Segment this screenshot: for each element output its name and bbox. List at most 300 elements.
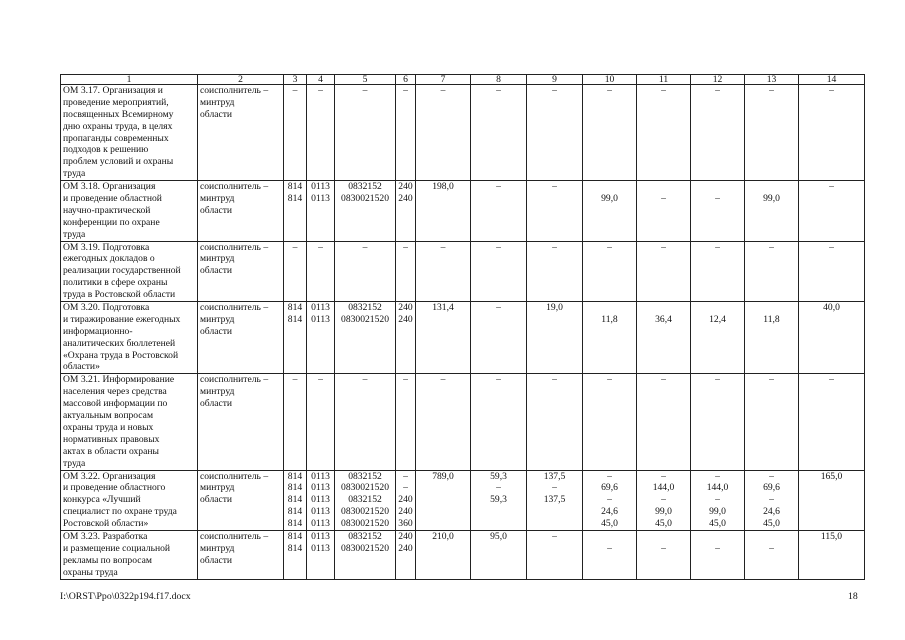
cell-line: –	[362, 374, 368, 386]
value-cell	[527, 302, 583, 374]
cell-line: 0113	[311, 193, 330, 205]
value-cell	[637, 470, 691, 530]
cell-line	[585, 531, 634, 543]
value-cell	[583, 85, 637, 181]
value-cell	[527, 181, 583, 241]
cell-line: 36,4	[655, 313, 672, 325]
value-cell	[691, 470, 745, 530]
column-number-1: 1	[61, 75, 198, 85]
cell-line: 814	[287, 494, 303, 506]
cell-line: 115,0	[820, 530, 843, 542]
value-cell	[307, 302, 335, 374]
value-cell	[284, 470, 307, 530]
cell-line: 210,0	[432, 530, 454, 542]
cell-line: 24,6	[601, 506, 618, 518]
value-cell	[396, 241, 416, 301]
cell-line: 814	[287, 181, 303, 193]
value-cell	[284, 302, 307, 374]
value-cell	[691, 302, 745, 374]
cell-line: –	[607, 542, 612, 554]
cell-line: 165,0	[820, 470, 843, 482]
value-cell	[335, 374, 396, 470]
cell-line: –	[318, 85, 323, 96]
cell-line: 19,0	[546, 302, 563, 314]
measure-name-cell	[61, 302, 198, 374]
cell-line: 240	[398, 181, 413, 193]
cell-line: –	[715, 85, 720, 96]
value-cell	[527, 530, 583, 579]
cell-line: –	[661, 85, 666, 96]
budget-table	[60, 74, 865, 580]
footer-file-path: I:\ORST\Ppo\0322p194.f17.docx	[60, 591, 191, 602]
cell-line: массовой информации по	[63, 398, 168, 410]
value-cell	[745, 374, 799, 470]
cell-line: конференции по охране	[63, 216, 160, 228]
executor-cell	[198, 85, 284, 181]
cell-line: 240	[398, 542, 413, 554]
table-row	[61, 530, 865, 579]
page-number: 18	[848, 591, 858, 602]
cell-line: 99,0	[763, 193, 780, 205]
value-cell	[637, 530, 691, 579]
cell-line: соисполнитель –	[200, 241, 269, 253]
cell-line: 240	[398, 494, 413, 506]
cell-line: 69,6	[601, 482, 618, 494]
cell-line: реализации государственной	[63, 265, 181, 277]
cell-line: актуальным вопросам	[63, 410, 154, 422]
value-cell	[284, 530, 307, 579]
value-cell	[471, 241, 527, 301]
cell-line: актах в области охраны	[63, 445, 159, 457]
value-cell	[416, 530, 471, 579]
cell-line: –	[403, 470, 408, 482]
cell-line	[693, 302, 742, 314]
cell-line: 0832152	[348, 302, 382, 314]
measure-name-cell	[61, 85, 198, 181]
cell-line: –	[661, 494, 666, 506]
cell-line: –	[552, 530, 557, 542]
column-number-2: 2	[198, 75, 284, 85]
cell-line: –	[403, 85, 408, 96]
value-cell	[527, 470, 583, 530]
value-cell	[799, 470, 865, 530]
cell-line: –	[403, 482, 408, 494]
cell-line: –	[715, 542, 720, 554]
cell-line: 0113	[311, 313, 330, 325]
cell-line: населения через средства	[63, 386, 167, 398]
cell-line: 240	[398, 530, 413, 542]
value-cell	[637, 85, 691, 181]
cell-line: труда	[63, 228, 86, 240]
cell-line: 11,8	[601, 313, 618, 325]
cell-line: рекламы по вопросам	[63, 554, 152, 566]
value-cell	[799, 85, 865, 181]
cell-line: ОМ 3.23. Разработка	[63, 530, 148, 542]
cell-line: –	[440, 241, 446, 253]
cell-line: –	[661, 542, 666, 554]
cell-line: 0113	[311, 181, 330, 193]
cell-line: 0830021520	[341, 518, 389, 530]
value-cell	[416, 181, 471, 241]
cell-line: –	[552, 374, 557, 386]
cell-line: 240	[398, 193, 413, 205]
cell-line: –	[769, 494, 774, 506]
cell-line: научно-практической	[63, 204, 151, 216]
cell-line: области	[200, 204, 233, 216]
value-cell	[583, 470, 637, 530]
cell-line: области	[200, 398, 233, 410]
value-cell	[527, 85, 583, 181]
cell-line: области	[200, 554, 233, 566]
table-row	[61, 181, 865, 241]
executor-cell	[198, 241, 284, 301]
cell-line: соисполнитель –	[200, 374, 269, 386]
cell-line: 0832152	[348, 181, 382, 193]
cell-line	[639, 181, 688, 193]
cell-line: –	[715, 494, 720, 506]
cell-line: –	[496, 181, 501, 193]
table-row	[61, 470, 865, 530]
value-cell	[637, 181, 691, 241]
cell-line: 814	[287, 193, 303, 205]
value-cell	[396, 302, 416, 374]
cell-line: 0113	[311, 518, 330, 530]
value-cell	[416, 374, 471, 470]
column-number-7: 7	[416, 75, 471, 85]
cell-line: –	[403, 241, 408, 253]
cell-line	[747, 531, 796, 543]
value-cell	[583, 302, 637, 374]
cell-line: 789,0	[432, 470, 454, 482]
cell-line: –	[403, 374, 408, 386]
column-number-12: 12	[691, 75, 745, 85]
cell-line: –	[769, 85, 774, 96]
table-row	[61, 241, 865, 301]
cell-line	[639, 531, 688, 543]
cell-line: 0832152	[348, 470, 382, 482]
cell-line: –	[362, 85, 368, 96]
value-cell	[396, 85, 416, 181]
cell-line: 814	[287, 313, 303, 325]
cell-line: соисполнитель –	[200, 181, 269, 193]
cell-line: 0830021520	[341, 506, 389, 518]
cell-line: 814	[287, 482, 303, 494]
executor-cell	[198, 470, 284, 530]
cell-line: минтруд	[200, 386, 235, 398]
value-cell	[583, 530, 637, 579]
executor-cell	[198, 530, 284, 579]
value-cell	[307, 85, 335, 181]
cell-line: 59,3	[490, 470, 507, 482]
column-number-11: 11	[637, 75, 691, 85]
table-body	[61, 85, 865, 580]
cell-line: посвященных Всемирному	[63, 108, 174, 120]
table-row	[61, 85, 865, 181]
cell-line: области»	[63, 361, 100, 373]
cell-line: –	[769, 241, 774, 253]
cell-line: 0832152	[348, 530, 382, 542]
cell-line: 814	[287, 542, 303, 554]
cell-line: охраны труда	[63, 566, 118, 578]
cell-line: соисполнитель –	[200, 530, 269, 542]
cell-line	[693, 181, 742, 193]
cell-line: охраны труда и новых	[63, 421, 154, 433]
cell-line: –	[292, 85, 298, 96]
cell-line: политики в сфере охраны	[63, 277, 168, 289]
cell-line: 814	[287, 302, 303, 314]
value-cell	[471, 181, 527, 241]
cell-line: 12,4	[709, 313, 726, 325]
value-cell	[471, 85, 527, 181]
value-cell	[471, 302, 527, 374]
cell-line: 0113	[311, 494, 330, 506]
cell-line: –	[769, 374, 774, 386]
cell-line	[585, 181, 634, 193]
cell-line: 240	[398, 313, 413, 325]
cell-line: –	[829, 85, 834, 96]
value-cell	[745, 241, 799, 301]
cell-line	[585, 302, 634, 314]
value-cell	[799, 302, 865, 374]
value-cell	[335, 85, 396, 181]
cell-line: минтруд	[200, 482, 235, 494]
cell-line: –	[829, 181, 834, 193]
cell-line: 40,0	[823, 302, 840, 314]
cell-line: 0830021520	[341, 542, 389, 554]
cell-line: 240	[398, 506, 413, 518]
cell-line: –	[715, 193, 720, 205]
column-number-6: 6	[396, 75, 416, 85]
cell-line: специалист по охране труда	[63, 506, 177, 518]
measure-name-cell	[61, 374, 198, 470]
value-cell	[583, 241, 637, 301]
value-cell	[471, 470, 527, 530]
value-cell	[335, 530, 396, 579]
cell-line: 45,0	[709, 518, 726, 530]
cell-line: и тиражирование ежегодных	[63, 313, 181, 325]
cell-line: –	[607, 241, 612, 253]
value-cell	[691, 530, 745, 579]
value-cell	[307, 530, 335, 579]
cell-line: –	[607, 85, 612, 96]
cell-line: –	[829, 241, 834, 253]
cell-line: 0830021520	[341, 482, 389, 494]
table-row	[61, 302, 865, 374]
cell-line: 814	[287, 470, 303, 482]
cell-line: проблем условий и охраны	[63, 156, 174, 168]
measure-name-cell	[61, 181, 198, 241]
cell-line: соисполнитель –	[200, 470, 269, 482]
value-cell	[799, 374, 865, 470]
cell-line: аналитических бюллетеней	[63, 337, 176, 349]
value-cell	[745, 181, 799, 241]
value-cell	[307, 181, 335, 241]
cell-line: ежегодных докладов о	[63, 253, 155, 265]
cell-line: 137,5	[543, 470, 566, 482]
value-cell	[396, 470, 416, 530]
cell-line: области	[200, 494, 233, 506]
cell-line: 45,0	[655, 518, 672, 530]
value-cell	[307, 241, 335, 301]
cell-line: –	[552, 241, 557, 253]
column-number-8: 8	[471, 75, 527, 85]
cell-line: 99,0	[601, 193, 618, 205]
cell-line: 0113	[311, 302, 330, 314]
value-cell	[335, 470, 396, 530]
cell-line: –	[552, 181, 557, 193]
value-cell	[691, 241, 745, 301]
cell-line: 814	[287, 530, 303, 542]
cell-line: –	[661, 374, 666, 386]
cell-line: 814	[287, 518, 303, 530]
cell-line	[747, 181, 796, 193]
cell-line: нормативных правовых	[63, 433, 160, 445]
column-number-10: 10	[583, 75, 637, 85]
value-cell	[335, 181, 396, 241]
value-cell	[691, 374, 745, 470]
value-cell	[284, 374, 307, 470]
cell-line: –	[362, 241, 368, 253]
measure-name-cell	[61, 470, 198, 530]
cell-line: 45,0	[763, 518, 780, 530]
value-cell	[335, 241, 396, 301]
cell-line: –	[496, 85, 501, 96]
value-cell	[396, 530, 416, 579]
value-cell	[745, 302, 799, 374]
cell-line: труда	[63, 457, 86, 469]
cell-line: –	[440, 85, 446, 96]
cell-line: 198,0	[432, 181, 454, 193]
cell-line: –	[318, 374, 323, 386]
column-number-row	[61, 75, 865, 85]
cell-line: 0830021520	[341, 313, 389, 325]
cell-line: информационно-	[63, 325, 133, 337]
cell-line: 0113	[311, 470, 330, 482]
cell-line: 0830021520	[341, 193, 389, 205]
cell-line: –	[829, 374, 834, 386]
cell-line: «Охрана труда в Ростовской	[63, 349, 179, 361]
cell-line: 0113	[311, 542, 330, 554]
cell-line: соисполнитель –	[200, 302, 269, 314]
cell-line: 0113	[311, 506, 330, 518]
value-cell	[284, 181, 307, 241]
cell-line: области	[200, 265, 233, 277]
value-cell	[745, 470, 799, 530]
cell-line: –	[552, 85, 557, 96]
cell-line: 360	[398, 518, 413, 530]
column-number-5: 5	[335, 75, 396, 85]
cell-line: минтруд	[200, 313, 235, 325]
cell-line: –	[496, 374, 501, 386]
value-cell	[583, 181, 637, 241]
cell-line: –	[769, 470, 774, 482]
value-cell	[335, 302, 396, 374]
cell-line: 0832152	[348, 494, 382, 506]
cell-line: –	[607, 374, 612, 386]
cell-line: труда в Ростовской области	[63, 289, 176, 301]
cell-line: 137,5	[543, 494, 566, 506]
cell-line: конкурса «Лучший	[63, 494, 141, 506]
cell-line	[747, 302, 796, 314]
measure-name-cell	[61, 241, 198, 301]
cell-line: 69,6	[763, 482, 780, 494]
value-cell	[799, 241, 865, 301]
value-cell	[637, 302, 691, 374]
cell-line: ОМ 3.22. Организация	[63, 470, 156, 482]
value-cell	[396, 374, 416, 470]
cell-line: 0113	[311, 482, 330, 494]
value-cell	[527, 374, 583, 470]
value-cell	[416, 470, 471, 530]
cell-line: –	[292, 374, 298, 386]
executor-cell	[198, 181, 284, 241]
cell-line: –	[496, 482, 501, 494]
measure-name-cell	[61, 530, 198, 579]
cell-line: пропаганды современных	[63, 132, 169, 144]
cell-line: –	[661, 193, 666, 205]
column-number-14: 14	[799, 75, 865, 85]
cell-line: –	[607, 470, 612, 482]
cell-line: 24,6	[763, 506, 780, 518]
cell-line: соисполнитель –	[200, 85, 269, 96]
value-cell	[471, 530, 527, 579]
value-cell	[307, 470, 335, 530]
value-cell	[799, 181, 865, 241]
value-cell	[416, 302, 471, 374]
cell-line: и проведение областной	[63, 193, 162, 205]
cell-line: 144,0	[652, 482, 675, 494]
cell-line: 95,0	[490, 530, 507, 542]
value-cell	[396, 181, 416, 241]
cell-line: ОМ 3.18. Организация	[63, 181, 156, 193]
value-cell	[583, 374, 637, 470]
column-number-13: 13	[745, 75, 799, 85]
cell-line: 0113	[311, 530, 330, 542]
cell-line: 814	[287, 506, 303, 518]
cell-line	[693, 531, 742, 543]
cell-line: –	[552, 482, 557, 494]
value-cell	[745, 85, 799, 181]
cell-line: –	[715, 470, 720, 482]
cell-line: 11,8	[763, 313, 780, 325]
value-cell	[471, 374, 527, 470]
value-cell	[691, 85, 745, 181]
cell-line: минтруд	[200, 542, 235, 554]
cell-line: минтруд	[200, 193, 235, 205]
column-number-4: 4	[307, 75, 335, 85]
cell-line: 45,0	[601, 518, 618, 530]
cell-line: 240	[398, 302, 413, 314]
cell-line: 99,0	[655, 506, 672, 518]
cell-line: проведение мероприятий,	[63, 96, 169, 108]
column-number-3: 3	[284, 75, 307, 85]
cell-line: –	[496, 241, 501, 253]
value-cell	[637, 374, 691, 470]
cell-line: –	[440, 374, 446, 386]
cell-line: –	[607, 494, 612, 506]
cell-line: ОМ 3.21. Информирование	[63, 374, 175, 386]
cell-line: труда	[63, 168, 86, 180]
cell-line: –	[769, 542, 774, 554]
cell-line: –	[661, 470, 666, 482]
value-cell	[637, 241, 691, 301]
cell-line: 144,0	[706, 482, 729, 494]
table-row	[61, 374, 865, 470]
cell-line: –	[318, 241, 323, 253]
cell-line: –	[292, 241, 298, 253]
executor-cell	[198, 302, 284, 374]
value-cell	[745, 530, 799, 579]
